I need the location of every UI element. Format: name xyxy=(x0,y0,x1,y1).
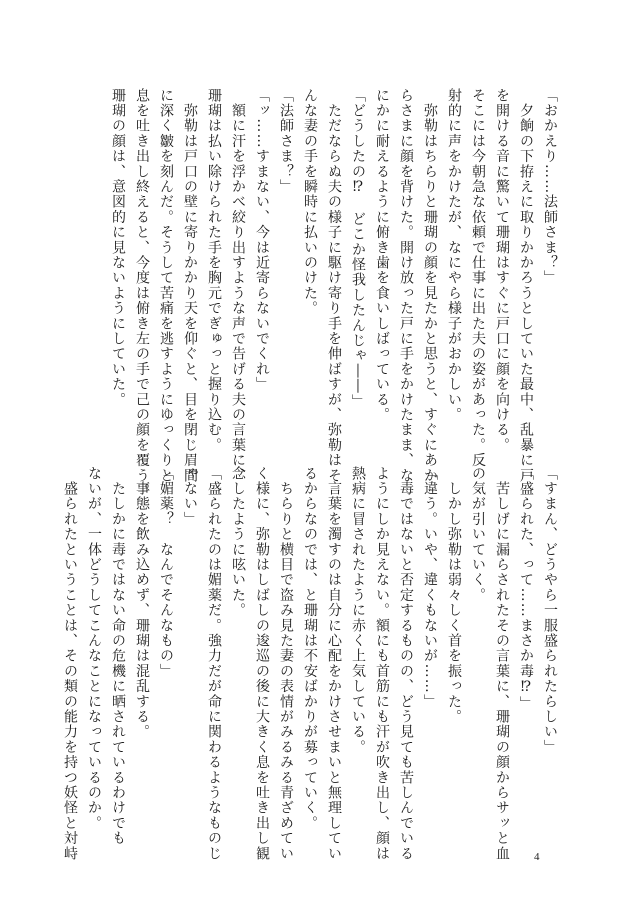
text-line: を開ける音に驚いて珊瑚はすぐに戸口に顔を向ける。 xyxy=(494,88,510,453)
text-line: 「盛られたのは媚薬だ。強力だが命に関わるようなものじ xyxy=(206,466,222,862)
text-line: ただならぬ夫の様子に駆け寄り手を伸ばすが、弥勒はそ xyxy=(326,88,342,484)
text-block-bottom xyxy=(58,466,562,862)
text-line: らさまに顔を背けた。開け放った戸に手をかけたまま、な xyxy=(398,88,414,484)
text-line: 事態を飲み込めず、珊瑚は混乱する。 xyxy=(134,466,150,740)
text-line: に深く皺を刻んだ。そうして苦痛を逃すようにゆっくりと xyxy=(158,88,174,484)
text-line: ちらりと横目で盗み見た妻の表情がみるみる青ざめてい xyxy=(278,466,294,862)
text-line: 額に汗を浮かべ絞り出すような声で告げる夫の言葉に、 xyxy=(230,88,246,484)
text-line: 「媚薬？ なんでそんなもの」 xyxy=(158,466,174,679)
text-line: たしかに毒ではない命の危機に晒されているわけでも xyxy=(110,466,126,846)
text-line: 苦しげに漏らされたその言葉に、珊瑚の顔からサッと血 xyxy=(494,466,510,862)
text-line: そこには今朝急な依頼で仕事に出た夫の姿があった。反 xyxy=(470,88,486,468)
text-line: 「違う。いや、違くもないが……」 xyxy=(422,466,438,710)
text-line: るからなのでは、と珊瑚は不安ばかりが募っていく。 xyxy=(302,466,318,831)
text-line: 盛られたということは、その類の能力を持つ妖怪と対峙 xyxy=(62,466,78,862)
text-line: 言葉を濁すのは自分に心配をかけさせまいと無理してい xyxy=(326,466,342,862)
text-line: ゃない」 xyxy=(182,466,198,527)
text-line: んな妻の手を瞬時に払いのけた。 xyxy=(302,88,318,316)
text-line: 「すまん、どうやら一服盛られたらしい」 xyxy=(542,466,558,755)
text-line: 「法師さま？」 xyxy=(278,88,294,195)
text-line: ないが、一体どうしてこんなことになっているのか。 xyxy=(86,466,102,831)
text-line: 念したように呟いた。 xyxy=(230,466,246,618)
text-line: ようにしか見えない。額にも首筋にも汗が吹き出し、顔は xyxy=(374,466,390,862)
text-line: 毒ではないと否定するものの、どう見ても苦しんでいる xyxy=(398,466,414,862)
text-line: 「盛られた、って……まさか毒⁉」 xyxy=(518,466,534,712)
text-line: 「ッ……すまない、今は近寄らないでくれ」 xyxy=(254,88,270,392)
text-line: 弥勒はちらりと珊瑚の顔を見たかと思うと、すぐにあか xyxy=(422,88,438,484)
text-line: 射的に声をかけたが、なにやら様子がおかしい。 xyxy=(446,88,462,423)
page-number: 4 xyxy=(534,851,540,863)
text-line: 夕餉の下拵えに取りかかろうとしていた最中、乱暴に戸 xyxy=(518,88,534,484)
text-line: の気が引いていく。 xyxy=(470,466,486,603)
text-line: 珊瑚は払い除けられた手を胸元でぎゅっと握り込む。 xyxy=(206,88,222,453)
text-line: にかに耐えるように俯き歯を食いしばっている。 xyxy=(374,88,390,423)
text-line: 珊瑚の顔は、意図的に見ないようにしていた。 xyxy=(110,88,126,408)
text-line: 「どうしたの⁉ どこか怪我したんじゃ――」 xyxy=(350,88,366,410)
text-line: 弥勒は戸口の壁に寄りかかり天を仰ぐと、目を閉じ眉間 xyxy=(182,88,198,484)
text-line: 熱病に冒されたように赤く上気している。 xyxy=(350,466,366,755)
text-line: 「おかえり……法師さま？」 xyxy=(542,88,558,286)
text-line: 息を吐き出し終えると、今度は俯き左の手で己の顔を覆う。 xyxy=(134,88,150,499)
text-line: しかし弥勒は弱々しく首を振った。 xyxy=(446,466,462,725)
text-line: く様に、弥勒はしばしの逡巡の後に大きく息を吐き出し観 xyxy=(254,466,270,862)
